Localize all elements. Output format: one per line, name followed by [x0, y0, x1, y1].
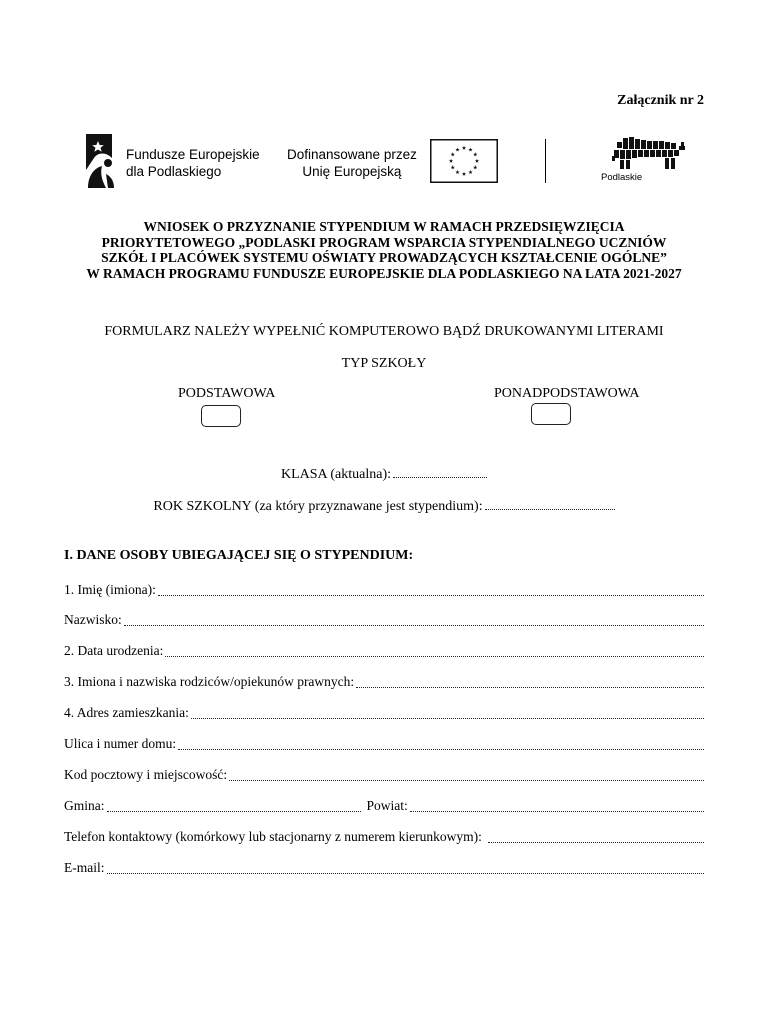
- email-input[interactable]: [107, 861, 705, 874]
- school-type-primary-label: PODSTAWOWA: [178, 386, 276, 401]
- district-label: Powiat:: [366, 798, 408, 813]
- postal-row: [64, 765, 704, 783]
- cofunded-line1: Dofinansowane przez: [287, 147, 417, 162]
- parents-row: [64, 672, 704, 690]
- fe-logo-line2: dla Podlaskiego: [126, 164, 222, 179]
- european-funds-logo-icon: [84, 132, 116, 190]
- street-row: [64, 734, 704, 752]
- bison-logo-icon: [611, 136, 687, 170]
- logo-divider: [545, 139, 546, 183]
- last-name-input[interactable]: [124, 613, 704, 626]
- school-year-label: ROK SZKOLNY (za który przyznawane jest stypendium):: [153, 499, 483, 514]
- class-line: [0, 465, 768, 483]
- address-label: 4. Adres zamieszkania:: [64, 705, 189, 720]
- commune-input[interactable]: [107, 799, 361, 812]
- school-type-primary-checkbox[interactable]: [201, 405, 241, 427]
- commune-district-row: [64, 796, 704, 814]
- birth-date-row: [64, 641, 704, 659]
- email-label: E-mail:: [64, 860, 105, 875]
- title-line-3: SZKÓŁ I PLACÓWEK SYSTEMU OŚWIATY PROWADZĄCYCH KSZTAŁCENIE OGÓLNE”: [101, 250, 667, 265]
- postal-input[interactable]: [229, 768, 704, 781]
- phone-input[interactable]: [488, 830, 704, 843]
- european-funds-logo-text: [126, 146, 260, 180]
- street-label: Ulica i numer domu:: [64, 736, 177, 751]
- title-line-4: W RAMACH PROGRAMU FUNDUSZE EUROPEJSKIE DLA PODLASKIEGO NA LATA 2021-2027: [86, 265, 682, 281]
- first-name-row: [64, 580, 704, 598]
- eu-flag-icon: [430, 139, 498, 183]
- birth-date-label: 2. Data urodzenia:: [64, 643, 164, 658]
- title-line-1: WNIOSEK O PRZYZNANIE STYPENDIUM W RAMACH PRZEDSIĘWZIĘCIA: [143, 219, 625, 234]
- title-line-2: PRIORYTETOWEGO „PODLASKI PROGRAM WSPARCIA STYPENDIALNEGO UCZNIÓW: [101, 234, 667, 250]
- commune-label: Gmina:: [64, 798, 105, 813]
- address-row: [64, 703, 704, 721]
- postal-label: Kod pocztowy i miejscowość:: [64, 767, 228, 782]
- region-logo-text: Podlaskie: [601, 172, 643, 183]
- school-year-line: [0, 497, 768, 515]
- district-input[interactable]: [410, 799, 704, 812]
- attachment-number: Załącznik nr 2: [617, 93, 704, 108]
- school-type-secondary-label: PONADPODSTAWOWA: [494, 386, 640, 401]
- first-name-input[interactable]: [158, 583, 704, 596]
- class-label: KLASA (aktualna):: [280, 467, 392, 482]
- parents-input[interactable]: [356, 675, 704, 688]
- fill-instruction: FORMULARZ NALEŻY WYPEŁNIĆ KOMPUTEROWO BĄDŹ DRUKOWANYMI LITERAMI: [104, 324, 664, 339]
- phone-row: [64, 827, 704, 845]
- parents-label: 3. Imiona i nazwiska rodziców/opiekunów prawnych:: [64, 674, 355, 689]
- phone-label: Telefon kontaktowy (komórkowy lub stacjonarny z numerem kierunkowym):: [64, 829, 482, 844]
- section-applicant-title: I. DANE OSOBY UBIEGAJĄCEJ SIĘ O STYPENDIUM:: [64, 548, 414, 563]
- fe-logo-line1: Fundusze Europejskie: [126, 147, 260, 162]
- first-name-label: 1. Imię (imiona):: [64, 582, 156, 597]
- cofunded-logo-text: [287, 146, 417, 180]
- last-name-label: Nazwisko:: [64, 612, 122, 627]
- street-input[interactable]: [178, 737, 704, 750]
- address-input[interactable]: [191, 706, 704, 719]
- email-row: [64, 858, 704, 876]
- last-name-row: [64, 610, 704, 628]
- document-title: [40, 219, 728, 281]
- class-input[interactable]: [393, 465, 487, 478]
- school-type-secondary-checkbox[interactable]: [531, 403, 571, 425]
- school-type-heading: TYP SZKOŁY: [341, 356, 427, 371]
- cofunded-line2: Unię Europejską: [302, 164, 402, 179]
- birth-date-input[interactable]: [165, 644, 704, 657]
- school-year-input[interactable]: [485, 497, 615, 510]
